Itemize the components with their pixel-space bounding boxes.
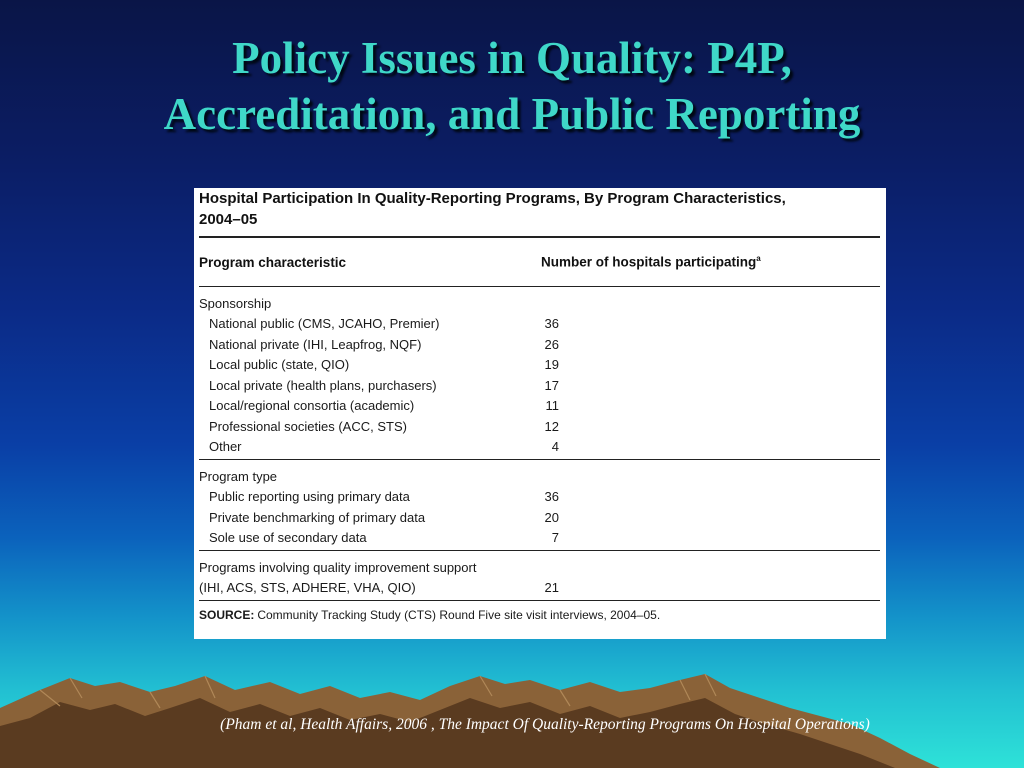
row-value-cell <box>541 510 880 525</box>
slide-title <box>0 30 1024 142</box>
table-row <box>199 507 880 528</box>
row-label: Local/regional consortia (academic) <box>209 398 415 414</box>
row-label: Private benchmarking of primary data <box>209 509 426 525</box>
row-label: Professional societies (ACC, STS) <box>209 418 407 434</box>
row-value: 26 <box>544 336 559 352</box>
row-value-cell <box>541 378 880 393</box>
row-label: Local private (health plans, purchasers) <box>209 377 437 393</box>
table-row <box>199 578 880 599</box>
table-row <box>199 355 880 376</box>
section-program-type <box>199 460 880 550</box>
table-source-note <box>199 601 880 628</box>
table-header-row <box>199 238 880 286</box>
slide-title-line-1: Policy Issues in Quality: P4P, <box>232 33 792 83</box>
table-row <box>199 437 880 458</box>
table-row <box>199 334 880 355</box>
table-row <box>199 375 880 396</box>
row-value-cell <box>541 357 880 372</box>
row-label: Sole use of secondary data <box>209 530 367 546</box>
row-value-cell <box>541 580 880 595</box>
data-table-image <box>194 188 886 639</box>
row-value-cell <box>541 530 880 545</box>
footnote-mark: a <box>756 254 761 264</box>
row-value: 7 <box>551 530 559 546</box>
row-value: 20 <box>544 509 559 525</box>
row-label: Other <box>209 439 242 455</box>
row-label: (IHI, ACS, STS, ADHERE, VHA, QIO) <box>199 580 416 596</box>
section-qi-support <box>199 551 880 600</box>
row-value-cell <box>541 439 880 454</box>
slide-title-line-2: Accreditation, and Public Reporting <box>163 89 861 139</box>
table-title-line-1: Hospital Participation In Quality-Reporting Programs, By Program Characteristics, <box>199 190 786 207</box>
row-value: 4 <box>551 439 559 455</box>
row-value: 19 <box>544 357 559 373</box>
source-text: Community Tracking Study (CTS) Round Five site visit interviews, 2004–05. <box>257 607 661 622</box>
row-label: Local public (state, QIO) <box>209 357 350 373</box>
row-value-cell <box>541 419 880 434</box>
row-value: 21 <box>544 580 559 596</box>
row-value-cell <box>541 398 880 413</box>
table-row <box>199 528 880 549</box>
section-sponsorship <box>199 287 880 459</box>
table-title-line-2: 2004–05 <box>199 211 258 228</box>
column-header-hospitals-text: Number of hospitals participating <box>541 254 757 270</box>
table-row <box>199 396 880 417</box>
row-value: 17 <box>544 377 559 393</box>
section-label: Programs involving quality improvement support <box>199 559 477 575</box>
section-label-row <box>199 293 880 314</box>
section-label-row <box>199 557 880 578</box>
table-row <box>199 314 880 335</box>
table-row <box>199 487 880 508</box>
row-label: National private (IHI, Leapfrog, NQF) <box>209 336 422 352</box>
row-label: Public reporting using primary data <box>209 489 410 505</box>
row-value: 36 <box>544 316 559 332</box>
row-value-cell <box>541 316 880 331</box>
row-value-cell <box>541 337 880 352</box>
column-header-hospitals <box>541 254 880 270</box>
row-value-cell <box>541 489 880 504</box>
citation: (Pham et al, Health Affairs, 2006 , The Impact Of Quality-Reporting Programs On Hospital Operations) <box>220 716 870 733</box>
row-label: National public (CMS, JCAHO, Premier) <box>209 316 440 332</box>
table-row <box>199 416 880 437</box>
section-label: Sponsorship <box>199 295 272 311</box>
row-value: 36 <box>544 489 559 505</box>
section-label-row <box>199 466 880 487</box>
row-value: 11 <box>545 398 559 414</box>
column-header-characteristic: Program characteristic <box>199 254 347 270</box>
row-value: 12 <box>544 418 559 434</box>
source-label: SOURCE: <box>199 607 255 622</box>
table-title <box>199 188 880 236</box>
section-label: Program type <box>199 468 278 484</box>
